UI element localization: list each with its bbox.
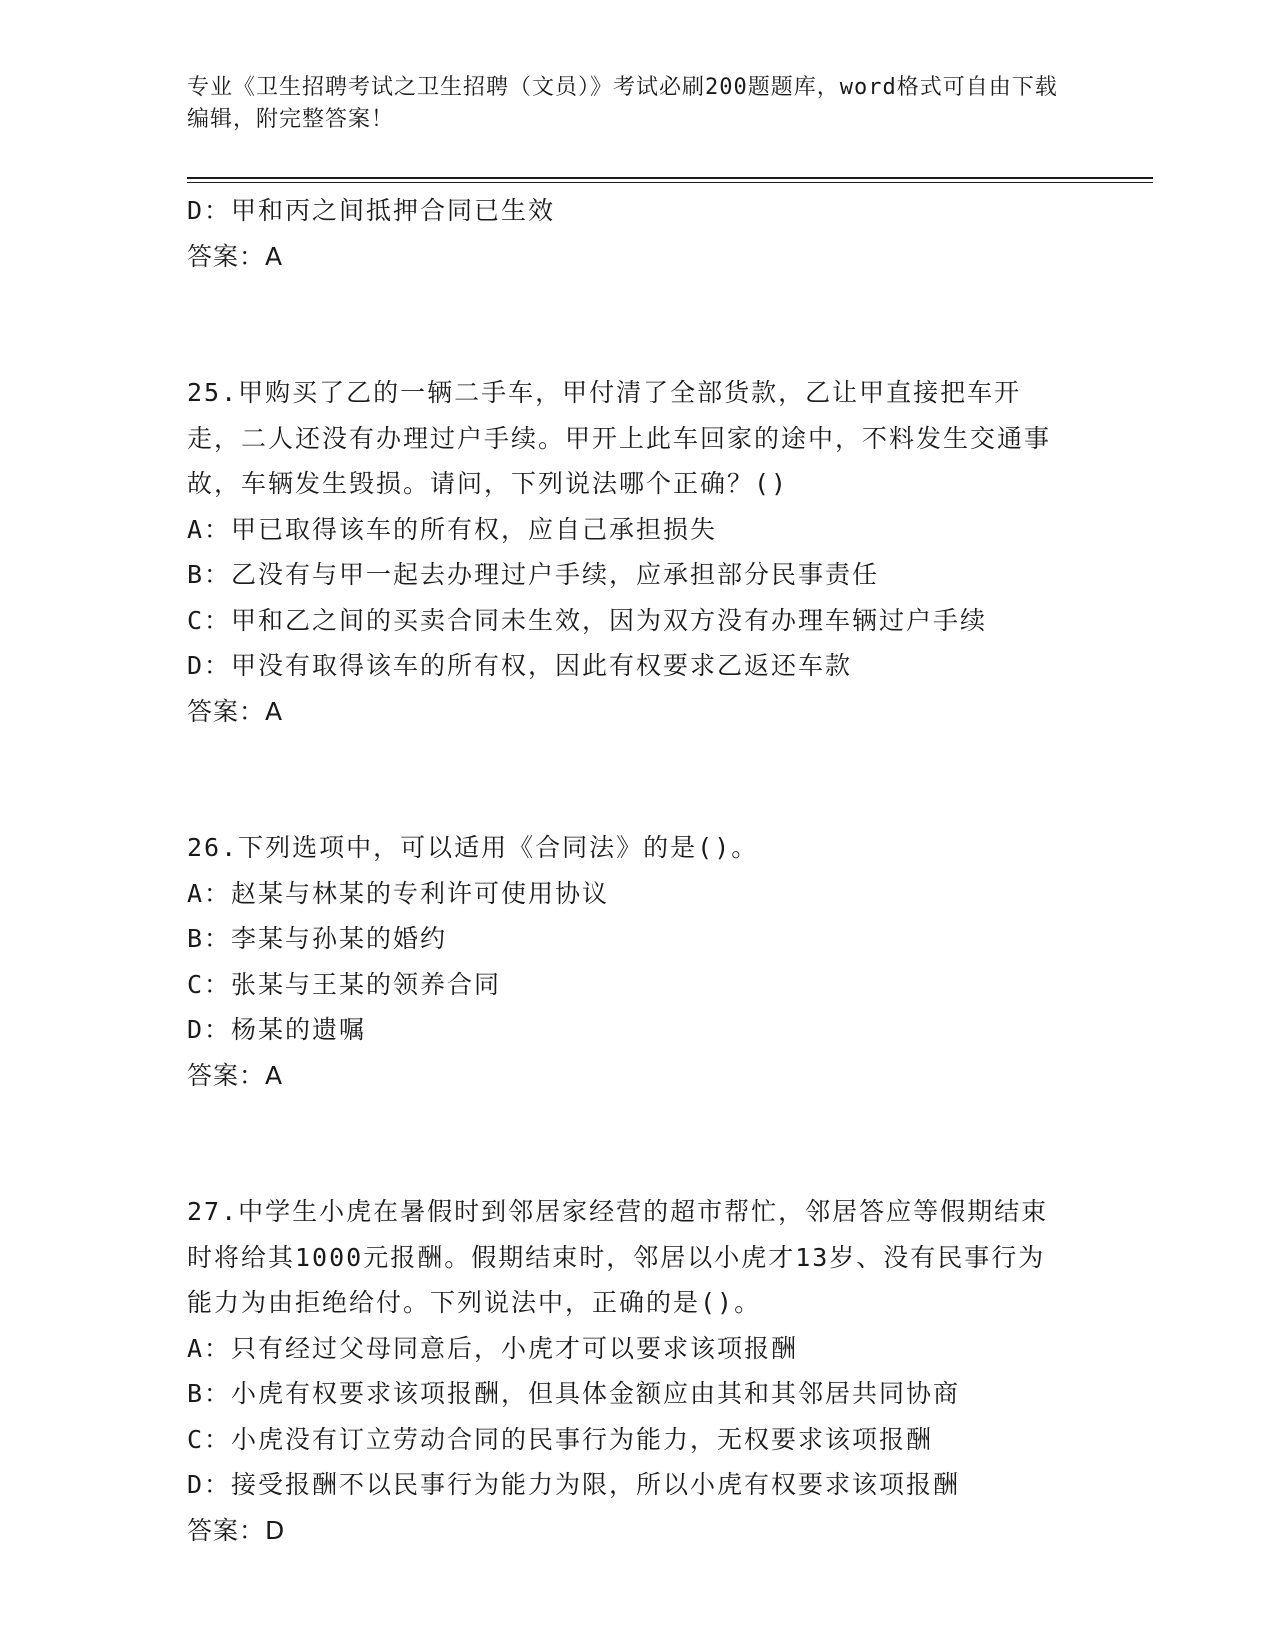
option-d: D：接受报酬不以民事行为能力为限，所以小虎有权要求该项报酬: [187, 1470, 961, 1499]
question-answer: 答案：A: [187, 696, 284, 726]
option-c: C：小虎没有订立劳动合同的民事行为能力，无权要求该项报酬: [187, 1424, 934, 1454]
question-27: [187, 1189, 1087, 1553]
question-answer: 答案：A: [187, 1060, 284, 1090]
carryover-answer: 答案：A: [187, 241, 284, 271]
header-rule-thick: [187, 177, 1153, 179]
option-b: B：小虎有权要求该项报酬，但具体金额应由其和其邻居共同协商: [187, 1379, 961, 1408]
option-d: D：甲没有取得该车的所有权，因此有权要求乙返还车款: [187, 651, 853, 680]
option-c: C：张某与王某的领养合同: [187, 969, 502, 999]
option-c: C：甲和乙之间的买卖合同未生效，因为双方没有办理车辆过户手续: [187, 605, 988, 635]
header-rule-thin: [187, 182, 1153, 183]
option-d: D：杨某的遗嘱: [187, 1015, 367, 1044]
spacer: [187, 1098, 1087, 1189]
question-stem: 25.甲购买了乙的一辆二手车，甲付清了全部货款，乙让甲直接把车开走，二人还没有办理过户手续。甲开上此车回家的途中，不料发生交通事故，车辆发生毁损。请问，下列说法哪个正确？(): [187, 378, 1052, 498]
question-stem: 26.下列选项中，可以适用《合同法》的是()。: [187, 833, 759, 862]
spacer: [187, 734, 1087, 825]
carryover-option-d: D：甲和丙之间抵押合同已生效: [187, 196, 556, 225]
document-body: [187, 188, 1087, 1553]
option-a: A：赵某与林某的专利许可使用协议: [187, 878, 610, 908]
option-b: B：乙没有与甲一起去办理过户手续，应承担部分民事责任: [187, 560, 880, 589]
question-26: [187, 825, 1087, 1098]
option-a: A：只有经过父母同意后，小虎才可以要求该项报酬: [187, 1333, 799, 1363]
question-stem: 27.中学生小虎在暑假时到邻居家经营的超市帮忙，邻居答应等假期结束时将给其1000元报酬。假期结束时，邻居以小虎才13岁、没有民事行为能力为由拒绝给付。下列说法中，正确的是()。: [187, 1197, 1049, 1317]
question-answer: 答案：D: [187, 1515, 286, 1545]
question-25: [187, 370, 1087, 734]
page-header: 专业《卫生招聘考试之卫生招聘（文员）》考试必刷200题题库，word格式可自由下载编辑，附完整答案！: [187, 75, 1058, 132]
option-a: A：甲已取得该车的所有权，应自己承担损失: [187, 514, 718, 544]
spacer: [187, 279, 1087, 370]
option-b: B：李某与孙某的婚约: [187, 924, 448, 953]
